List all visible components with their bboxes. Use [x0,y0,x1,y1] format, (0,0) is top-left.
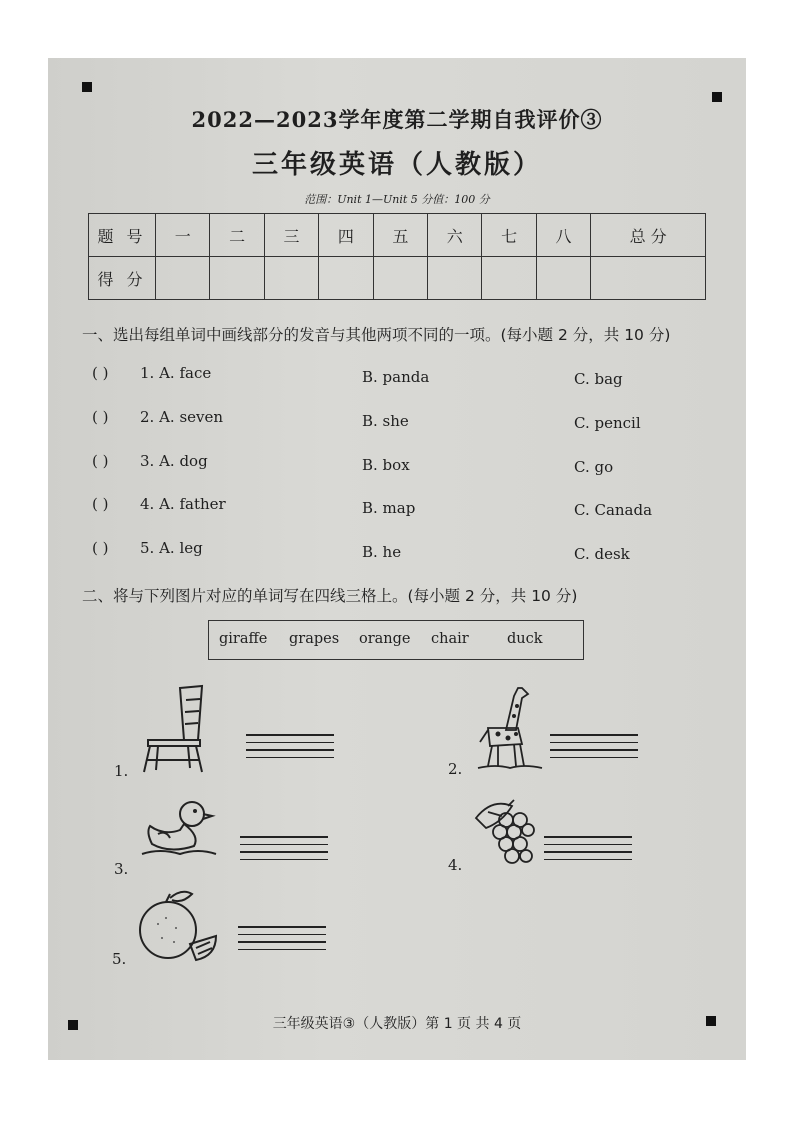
word-bank-item: orange [359,631,411,647]
picture-number: 4. [448,856,463,874]
option-c: C. bag [574,370,623,388]
word-bank-item: duck [507,631,543,647]
duck-icon [140,796,220,862]
score-header-cell: 五 [373,214,427,257]
section2-heading: 二、将与下列图片对应的单词写在四线三格上。(每小题 2 分，共 10 分) [82,587,578,605]
word-bank-item: grapes [289,631,340,647]
option-c: C. desk [574,545,630,563]
score-cell[interactable] [319,257,373,300]
option-c: C. pencil [574,414,641,432]
score-header-cell: 七 [482,214,536,257]
answer-blank[interactable]: ( ) [92,364,109,382]
option-b: B. he [362,543,402,561]
chair-icon [140,684,212,776]
exam-paper [48,58,746,1060]
writing-lines[interactable] [240,836,328,866]
writing-lines[interactable] [246,734,334,764]
option-a: 3. A. dog [140,452,208,470]
score-header-cell: 一 [156,214,210,257]
corner-mark [82,82,92,92]
page-footer: 三年级英语③（人教版）第 1 页 共 4 页 [272,1016,522,1032]
writing-lines[interactable] [550,734,638,764]
word-bank [208,620,584,660]
score-cell[interactable] [482,257,536,300]
score-header-cell: 八 [536,214,590,257]
score-row-label: 得 分 [89,257,156,300]
exam-title: 2022—2023学年度第二学期自我评价③ [191,107,603,132]
answer-blank[interactable]: ( ) [92,539,109,557]
exam-subtitle: 三年级英语（人教版） [251,150,542,180]
option-a: 5. A. leg [140,539,203,557]
section1-heading: 一、选出每组单词中画线部分的发音与其他两项不同的一项。(每小题 2 分，共 10 分) [82,326,671,344]
score-cell[interactable] [264,257,318,300]
grapes-icon [472,798,540,870]
picture-number: 2. [448,760,463,778]
picture-number: 5. [112,950,127,968]
word-bank-item: chair [431,631,469,647]
answer-blank[interactable]: ( ) [92,452,109,470]
exam-range: 范围：Unit 1—Unit 5 分值：100 分 [304,193,490,206]
score-cell[interactable] [373,257,427,300]
option-a: 4. A. father [140,495,226,513]
option-c: C. go [574,458,614,476]
score-cell[interactable] [428,257,482,300]
picture-number: 1. [114,762,129,780]
writing-lines[interactable] [238,926,326,956]
answer-blank[interactable]: ( ) [92,408,109,426]
score-cell[interactable] [156,257,210,300]
word-bank-item: giraffe [219,631,268,647]
giraffe-icon [476,684,546,772]
score-header-cell: 四 [319,214,373,257]
score-header-cell: 总 分 [591,214,706,257]
score-table [88,213,706,300]
score-header-cell: 三 [264,214,318,257]
score-header-cell: 六 [428,214,482,257]
score-cell[interactable] [591,257,706,300]
option-b: B. box [362,456,410,474]
writing-lines[interactable] [544,836,632,866]
option-b: B. map [362,499,416,517]
option-b: B. panda [362,368,430,386]
option-a: 2. A. seven [140,408,224,426]
score-cell[interactable] [210,257,264,300]
picture-number: 3. [114,860,129,878]
answer-blank[interactable]: ( ) [92,495,109,513]
option-b: B. she [362,412,409,430]
score-cell[interactable] [536,257,590,300]
score-header-cell: 二 [210,214,264,257]
score-header-cell: 题 号 [89,214,156,257]
option-a: 1. A. face [140,364,212,382]
option-c: C. Canada [574,501,653,519]
corner-mark [712,92,722,102]
orange-icon [136,888,218,964]
